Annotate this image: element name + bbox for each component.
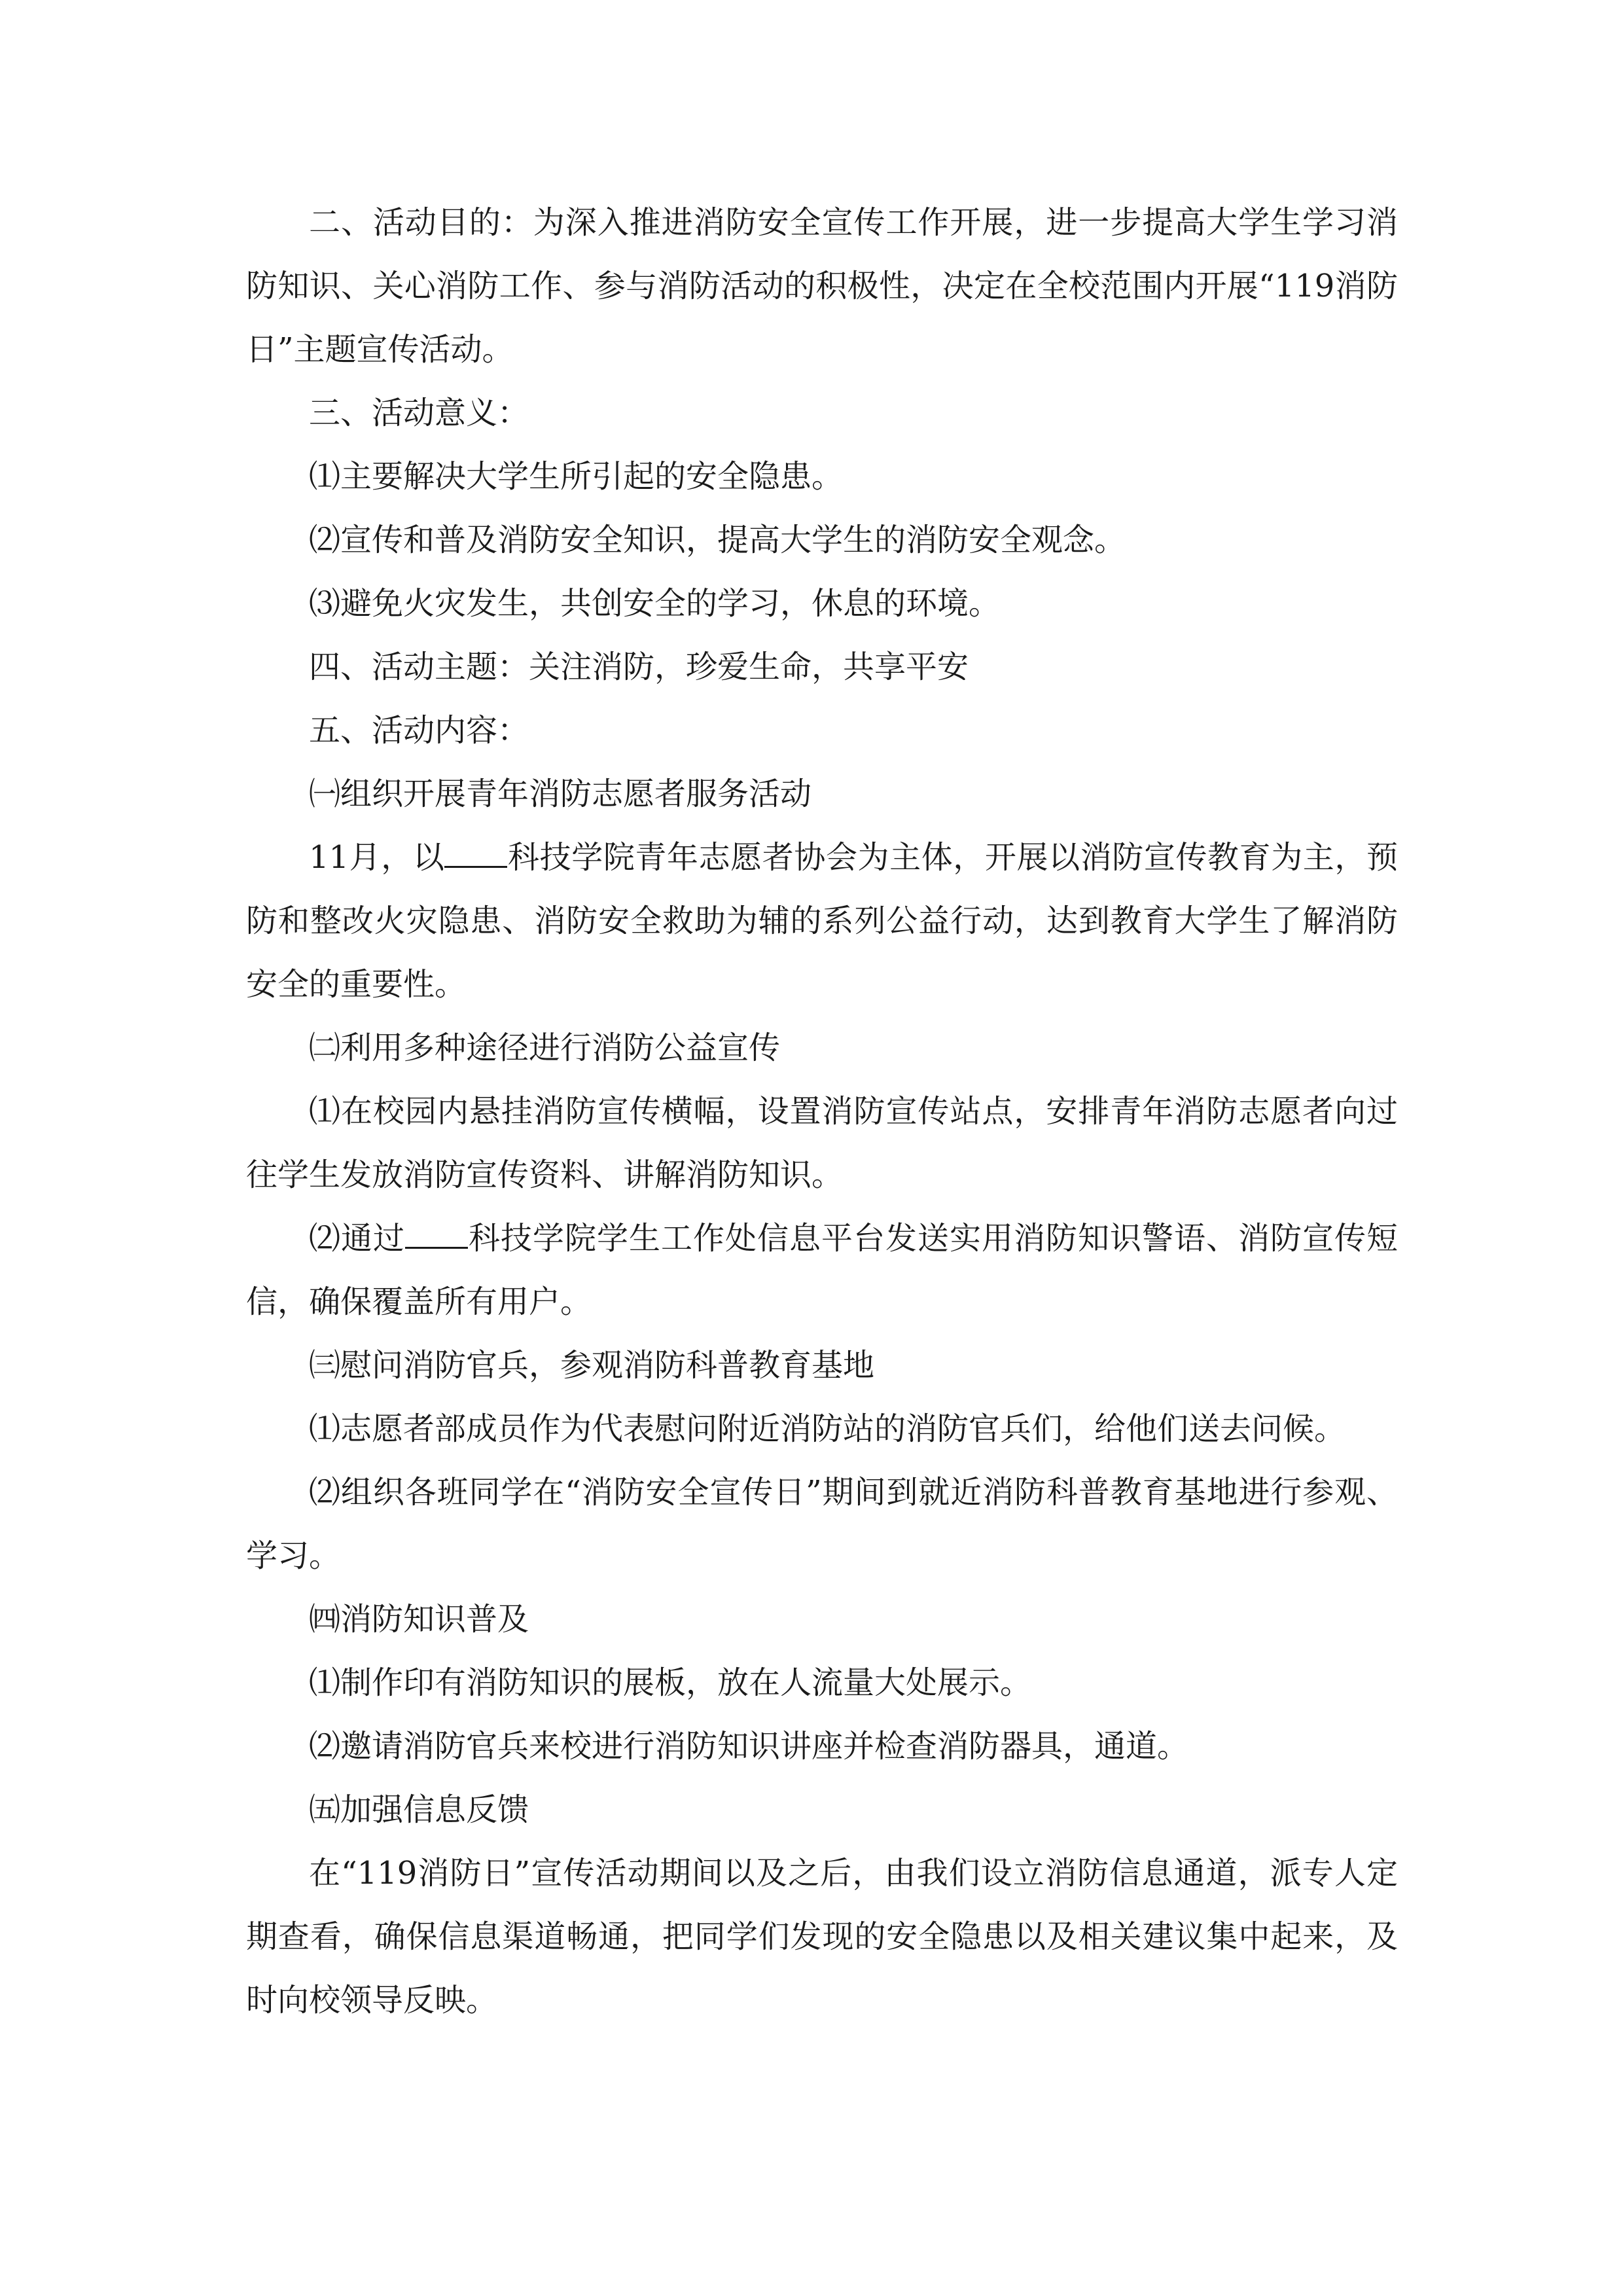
paragraph-activity-theme: 四、活动主题：关注消防，珍爱生命，共享平安 — [309, 649, 969, 685]
paragraph-activity-significance-heading: 三、活动意义： — [309, 395, 529, 431]
paragraph-significance-item-2: ⑵宣传和普及消防安全知识，提高大学生的消防安全观念。 — [309, 522, 1126, 558]
paragraph-section-3-item-2: ⑵组织各班同学在“消防安全宣传日”期间到就近消防科普教育基地进行参观、学习。 — [246, 1474, 1398, 1574]
paragraph-section-2-heading: ㈡利用多种途径进行消防公益宣传 — [309, 1030, 781, 1066]
paragraph-section-2-item-1: ⑴在校园内悬挂消防宣传横幅，设置消防宣传站点，安排青年消防志愿者向过往学生发放消防宣传资料、讲解消防知识。 — [246, 1093, 1398, 1193]
paragraph-activity-purpose: 二、活动目的：为深入推进消防安全宣传工作开展，进一步提高大学生学习消防知识、关心消防工作、参与消防活动的积极性，决定在全校范围内开展“119消防日”主题宣传活动。 — [246, 204, 1398, 368]
paragraph-section-4-heading: ㈣消防知识普及 — [309, 1601, 529, 1638]
paragraph-section-1-body — [246, 826, 1398, 1016]
paragraph-activity-content-heading: 五、活动内容： — [309, 712, 529, 749]
paragraph-section-4-item-1: ⑴制作印有消防知识的展板，放在人流量大处展示。 — [309, 1664, 1032, 1701]
paragraph-section-5-heading: ㈤加强信息反馈 — [309, 1791, 529, 1828]
paragraph-text-before-blank: ⑵通过 — [309, 1220, 405, 1257]
paragraph-text-after-blank: 科技学院青年志愿者协会为主体，开展以消防宣传教育为主，预防和整改火灾隐患、消防安全救助为辅的系列公益行动，达到教育大学生了解消防安全的重要性。 — [246, 839, 1398, 1003]
paragraph-section-5-body: 在“119消防日”宣传活动期间以及之后，由我们设立消防信息通道，派专人定期查看，确保信息渠道畅通，把同学们发现的安全隐患以及相关建议集中起来，及时向校领导反映。 — [246, 1855, 1398, 2018]
document-body — [246, 191, 1398, 2032]
paragraph-text-before-blank: 11月，以 — [309, 839, 445, 876]
paragraph-text-after-blank: 科技学院学生工作处信息平台发送实用消防知识警语、消防宣传短信，确保覆盖所有用户。 — [246, 1220, 1398, 1320]
fill-in-blank — [444, 840, 507, 868]
paragraph-section-3-heading: ㈢慰问消防官兵，参观消防科普教育基地 — [309, 1347, 875, 1384]
paragraph-section-3-item-1: ⑴志愿者部成员作为代表慰问附近消防站的消防官兵们，给他们送去问候。 — [309, 1410, 1346, 1447]
paragraph-significance-item-3: ⑶避免火灾发生，共创安全的学习，休息的环境。 — [309, 585, 1001, 622]
fill-in-blank — [405, 1221, 468, 1249]
paragraph-section-4-item-2: ⑵邀请消防官兵来校进行消防知识讲座并检查消防器具，通道。 — [309, 1728, 1189, 1765]
paragraph-significance-item-1: ⑴主要解决大学生所引起的安全隐患。 — [309, 458, 844, 495]
paragraph-section-1-heading: ㈠组织开展青年消防志愿者服务活动 — [309, 776, 812, 812]
paragraph-section-2-item-2 — [246, 1207, 1398, 1334]
